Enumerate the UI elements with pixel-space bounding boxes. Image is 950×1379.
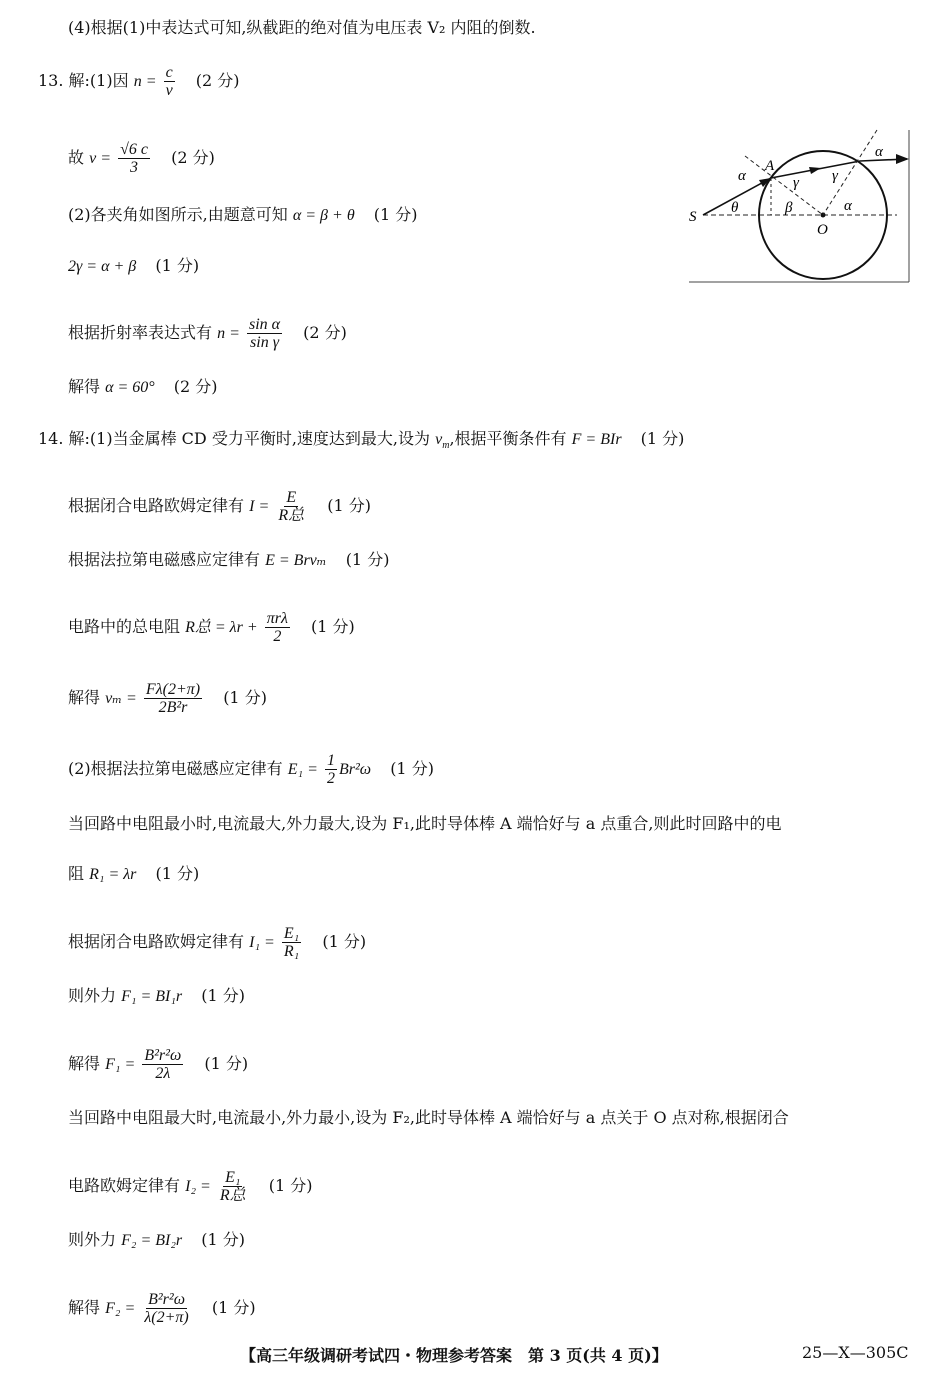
lead-text: 根据闭合电路欧姆定律有 <box>68 496 245 515</box>
numerator: πrλ <box>266 610 288 627</box>
lead-text: 解得 <box>68 688 101 707</box>
label-s: S <box>689 209 697 225</box>
q14-line-11 <box>68 1047 248 1082</box>
q14-line-1 <box>38 429 684 456</box>
lead-text: 电路中的总电阻 <box>68 617 181 636</box>
eq-lhs: I = <box>249 498 270 515</box>
line-text: (4)根据(1)中表达式可知,纵截距的绝对值为电压表 V₂ 内阻的倒数. <box>68 18 536 37</box>
label-gamma-2: γ <box>832 168 838 184</box>
ray-arrow <box>809 167 821 174</box>
lead-text: 根据闭合电路欧姆定律有 <box>68 932 245 951</box>
q14-line-13 <box>68 1169 313 1204</box>
lead-text: (2)各夹角如图所示,由题意可知 <box>68 205 288 224</box>
score: (1 分) <box>327 496 371 515</box>
equation: F₁ = BI₁r <box>121 988 183 1005</box>
paragraph-text: 当回路中电阻最小时,电流最大,外力最大,设为 F₁,此时导体棒 A 端恰好与 a 点重合,则此时回路中的电 <box>68 814 782 833</box>
lead-text: 解得 <box>68 377 101 396</box>
fraction <box>164 64 175 99</box>
page-footer <box>0 1343 950 1367</box>
equation: α = 60° <box>105 379 155 396</box>
score: (1 分) <box>373 205 418 224</box>
q14-line-9 <box>68 925 366 960</box>
q13-line-2 <box>68 141 215 176</box>
eq-lhs: I₂ = <box>185 1178 211 1195</box>
q13-line-4 <box>68 256 199 277</box>
denominator: 2 <box>273 628 282 645</box>
eq-rhs: Br²ω <box>339 761 372 778</box>
fraction <box>142 1047 183 1082</box>
paragraph-text: 当回路中电阻最大时,电流最小,外力最小,设为 F₂,此时导体棒 A 端恰好与 a 点关于 O 点对称,根据闭合 <box>68 1108 789 1127</box>
q14-line-2 <box>68 489 371 524</box>
denominator: λ(2+π) <box>144 1309 189 1326</box>
label-o: O <box>817 222 828 238</box>
numerator: 1 <box>327 752 335 769</box>
equation: 2γ = α + β <box>68 258 137 275</box>
lead-text: 阻 <box>68 864 85 883</box>
eq-lhs: n = <box>133 73 157 90</box>
label-theta: θ <box>731 200 739 216</box>
symbol: v <box>435 431 443 448</box>
lead-text: 解得 <box>68 1054 101 1073</box>
denominator: R总 <box>219 1187 246 1204</box>
ray-arrow <box>759 178 771 187</box>
label-a: A <box>765 158 775 174</box>
score: (1 分) <box>155 256 200 275</box>
q13-line-5 <box>68 316 347 351</box>
score: (1 分) <box>211 1298 256 1317</box>
lead-text: 电路欧姆定律有 <box>68 1176 181 1195</box>
score: (1 分) <box>201 986 245 1005</box>
score: (2 分) <box>303 323 347 342</box>
numerator: B²r²ω <box>144 1047 182 1064</box>
equation: E = Brvₘ <box>265 552 327 569</box>
score: (1 分) <box>223 688 267 707</box>
eq-lhs: v = <box>89 150 112 167</box>
denominator: v <box>165 82 173 99</box>
lead-text: ,根据平衡条件有 <box>449 429 567 448</box>
denominator: 2B²r <box>158 699 188 716</box>
q14-line-4 <box>68 610 355 645</box>
fraction <box>265 610 290 645</box>
fraction <box>142 1291 190 1326</box>
equation: F₂ = BI₂r <box>121 1232 183 1249</box>
eq-lhs: n = <box>217 325 240 342</box>
q14-heading: 14. 解:(1)当金属棒 CD 受力平衡时,速度达到最大,设为 <box>38 429 431 448</box>
text-line-4 <box>68 18 536 38</box>
equation: F = BIr <box>571 431 622 448</box>
label-alpha-1: α <box>738 168 746 184</box>
numerator: sin α <box>249 316 281 333</box>
eq-lhs: vₘ = <box>105 690 137 707</box>
label-gamma-1: γ <box>793 175 799 191</box>
numerator: E₁ <box>225 1169 241 1186</box>
eq-lhs: F₁ = <box>105 1056 136 1073</box>
denominator: R总 <box>278 507 305 524</box>
label-alpha-3: α <box>875 144 883 160</box>
subscript: m <box>442 440 450 452</box>
score: (1 分) <box>201 1230 245 1249</box>
q14-line-10 <box>68 986 245 1007</box>
numerator: √6 c <box>120 141 148 158</box>
score: (1 分) <box>390 759 434 778</box>
score: (1 分) <box>640 429 685 448</box>
fraction <box>276 489 306 524</box>
denominator: R₁ <box>283 943 300 960</box>
score: (1 分) <box>322 932 367 951</box>
score: (2 分) <box>171 148 215 167</box>
denominator: 3 <box>130 159 139 176</box>
lead-text: 根据法拉第电磁感应定律有 <box>68 550 261 569</box>
q14-line-15 <box>68 1291 256 1326</box>
score: (1 分) <box>345 550 390 569</box>
equation: R₁ = λr <box>89 866 137 883</box>
numerator: E <box>286 489 297 506</box>
q14-line-7 <box>68 814 781 834</box>
fraction <box>325 752 337 787</box>
eq-lhs: E₁ = <box>287 761 318 778</box>
q14-line-12 <box>68 1108 789 1128</box>
score: (1 分) <box>204 1054 249 1073</box>
denominator: 2 <box>327 770 335 787</box>
refraction-diagram <box>685 126 915 286</box>
eq-lhs: R总 = λr + <box>185 619 258 636</box>
q14-line-6 <box>68 752 434 787</box>
score: (1 分) <box>311 617 355 636</box>
lead-text: 根据折射率表达式有 <box>68 323 213 342</box>
fraction <box>118 141 150 176</box>
fraction <box>144 681 202 716</box>
numerator: Fλ(2+π) <box>145 681 201 698</box>
fraction <box>282 925 301 960</box>
q14-line-5 <box>68 681 267 716</box>
numerator: B²r²ω <box>148 1291 185 1308</box>
q14-line-3 <box>68 550 389 571</box>
lead-text: 则外力 <box>68 986 117 1005</box>
fraction <box>218 1169 248 1204</box>
label-beta: β <box>785 200 793 216</box>
score: (2 分) <box>173 377 218 396</box>
score: (2 分) <box>195 71 240 90</box>
lead-text: 解得 <box>68 1298 101 1317</box>
footer-code: 25—X—305C <box>802 1343 909 1362</box>
q14-line-14 <box>68 1230 245 1251</box>
equation: α = β + θ <box>292 207 355 224</box>
score: (1 分) <box>155 864 200 883</box>
footer-title: 【高三年级调研考试四・物理参考答案 第 3 页(共 4 页)】 <box>240 1346 668 1365</box>
q13-line-1 <box>38 64 240 99</box>
q13-line-3 <box>68 205 418 226</box>
numerator: c <box>165 64 173 81</box>
q13-heading: 13. 解:(1)因 <box>38 71 129 90</box>
ray-arrow <box>896 154 909 164</box>
lead-text: (2)根据法拉第电磁感应定律有 <box>68 759 283 778</box>
eq-lhs: I₁ = <box>249 934 275 951</box>
q13-line-6 <box>68 377 218 398</box>
vm-symbol <box>435 431 450 452</box>
label-alpha-2: α <box>844 198 852 214</box>
numerator: E₁ <box>283 925 300 942</box>
score: (1 分) <box>268 1176 313 1195</box>
denominator: 2λ <box>155 1065 171 1082</box>
eq-lhs: F₂ = <box>105 1300 136 1317</box>
lead-text: 故 <box>68 148 85 167</box>
q14-line-8 <box>68 864 199 885</box>
fraction <box>247 316 282 351</box>
denominator: sin γ <box>250 334 280 351</box>
lead-text: 则外力 <box>68 1230 117 1249</box>
